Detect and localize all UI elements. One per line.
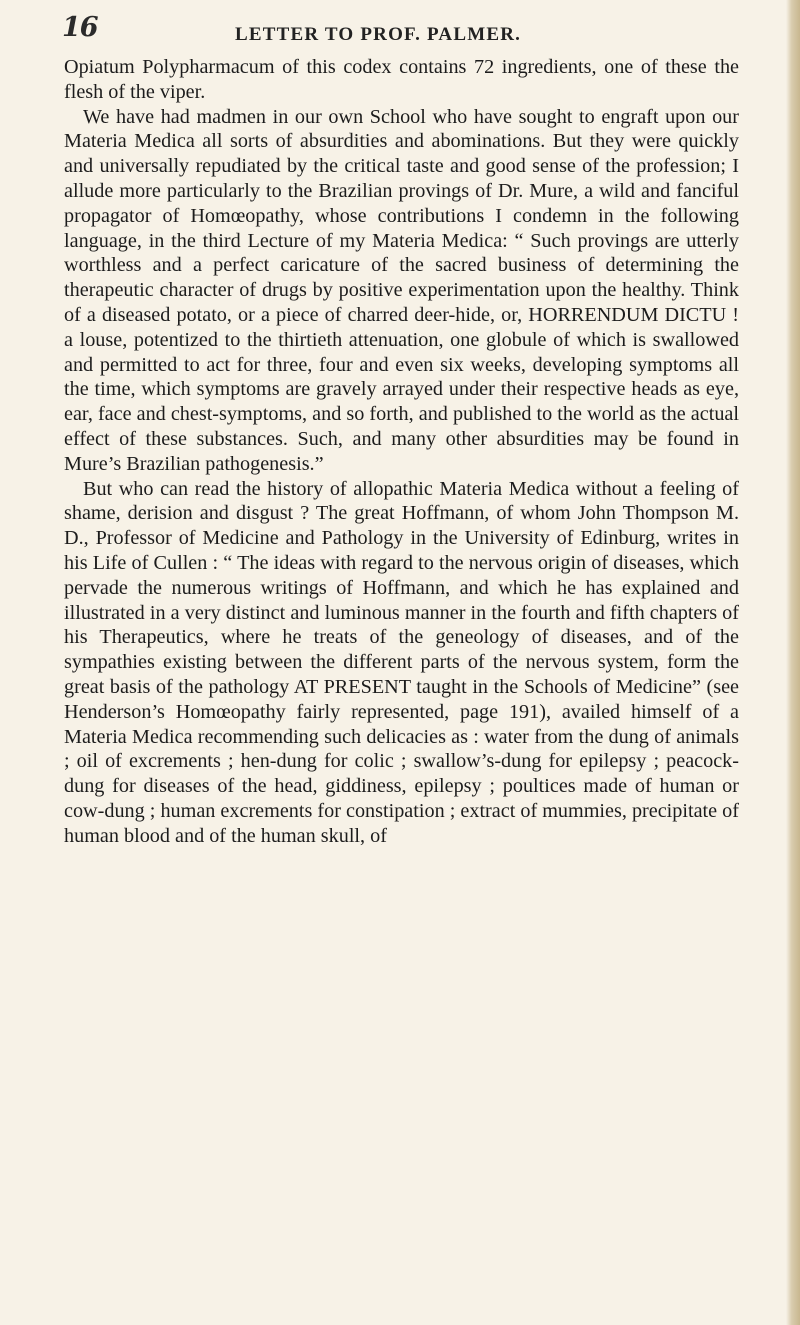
page-number: 16	[62, 12, 98, 43]
paragraph: Opiatum Polypharmacum of this codex contains 72 ingredients, one of these the flesh of the viper.	[64, 56, 739, 103]
page-header	[0, 12, 800, 52]
body-text	[64, 55, 739, 849]
running-head: LETTER TO PROF. PALMER.	[235, 24, 522, 45]
paragraph: But who can read the history of allopathic Materia Medica without a feeling of shame, derision and disgust ? The great Hoffmann, of whom John Thompson M. D., Professor of Medicine and Pathology in the University of Edinburg, writes in his Life of Cullen : “ The ideas with regard to the nervous origin of diseases, which pervade the numerous writings of Hoffmann, and which he has explained and illustrated in a very distinct and luminous manner in the fourth and fifth chapters of his Therapeutics, where he treats of the geneology of diseases, and of the sympathies existing between the different parts of the nervous system, form the great basis of the pathology AT PRESENT taught in the Schools of Medicine” (see Henderson’s Homœopathy fairly represented, page 191), availed himself of a Materia Medica recommending such delicacies as : water from the dung of animals ; oil of excrements ; hen-dung for colic ; swallow’s-dung for epilepsy ; peacock-dung for diseases of the head, giddiness, epilepsy ; poultices made of human or cow-dung ; human excrements for constipation ; extract of mummies, precipitate of human blood and of the human skull, of	[64, 477, 739, 847]
page-edge-shadow	[786, 0, 800, 1325]
paragraph: We have had madmen in our own School who have sought to engraft upon our Materia Medica all sorts of absurdities and abominations. But they were quickly and universally repudiated by the critical taste and good sense of the profession; I allude more particularly to the Brazilian provings of Dr. Mure, a wild and fanciful propagator of Homœopathy, whose contributions I condemn in the following language, in the third Lecture of my Materia Medica: “ Such provings are utterly worthless and a perfect caricature of the sacred business of determining the therapeutic character of drugs by positive experimentation upon the healthy. Think of a diseased potato, or a piece of charred deer-hide, or, HORRENDUM DICTU ! a louse, potentized to the thirtieth attenuation, one globule of which is swallowed and permitted to act for three, four and even six weeks, developing symptoms all the time, which symptoms are gravely arrayed under their respective heads as eye, ear, face and chest-symptoms, and so forth, and published to the world as the actual effect of these substances. Such, and many other absurdities may be found in Mure’s Brazilian pathogenesis.”	[64, 105, 739, 475]
